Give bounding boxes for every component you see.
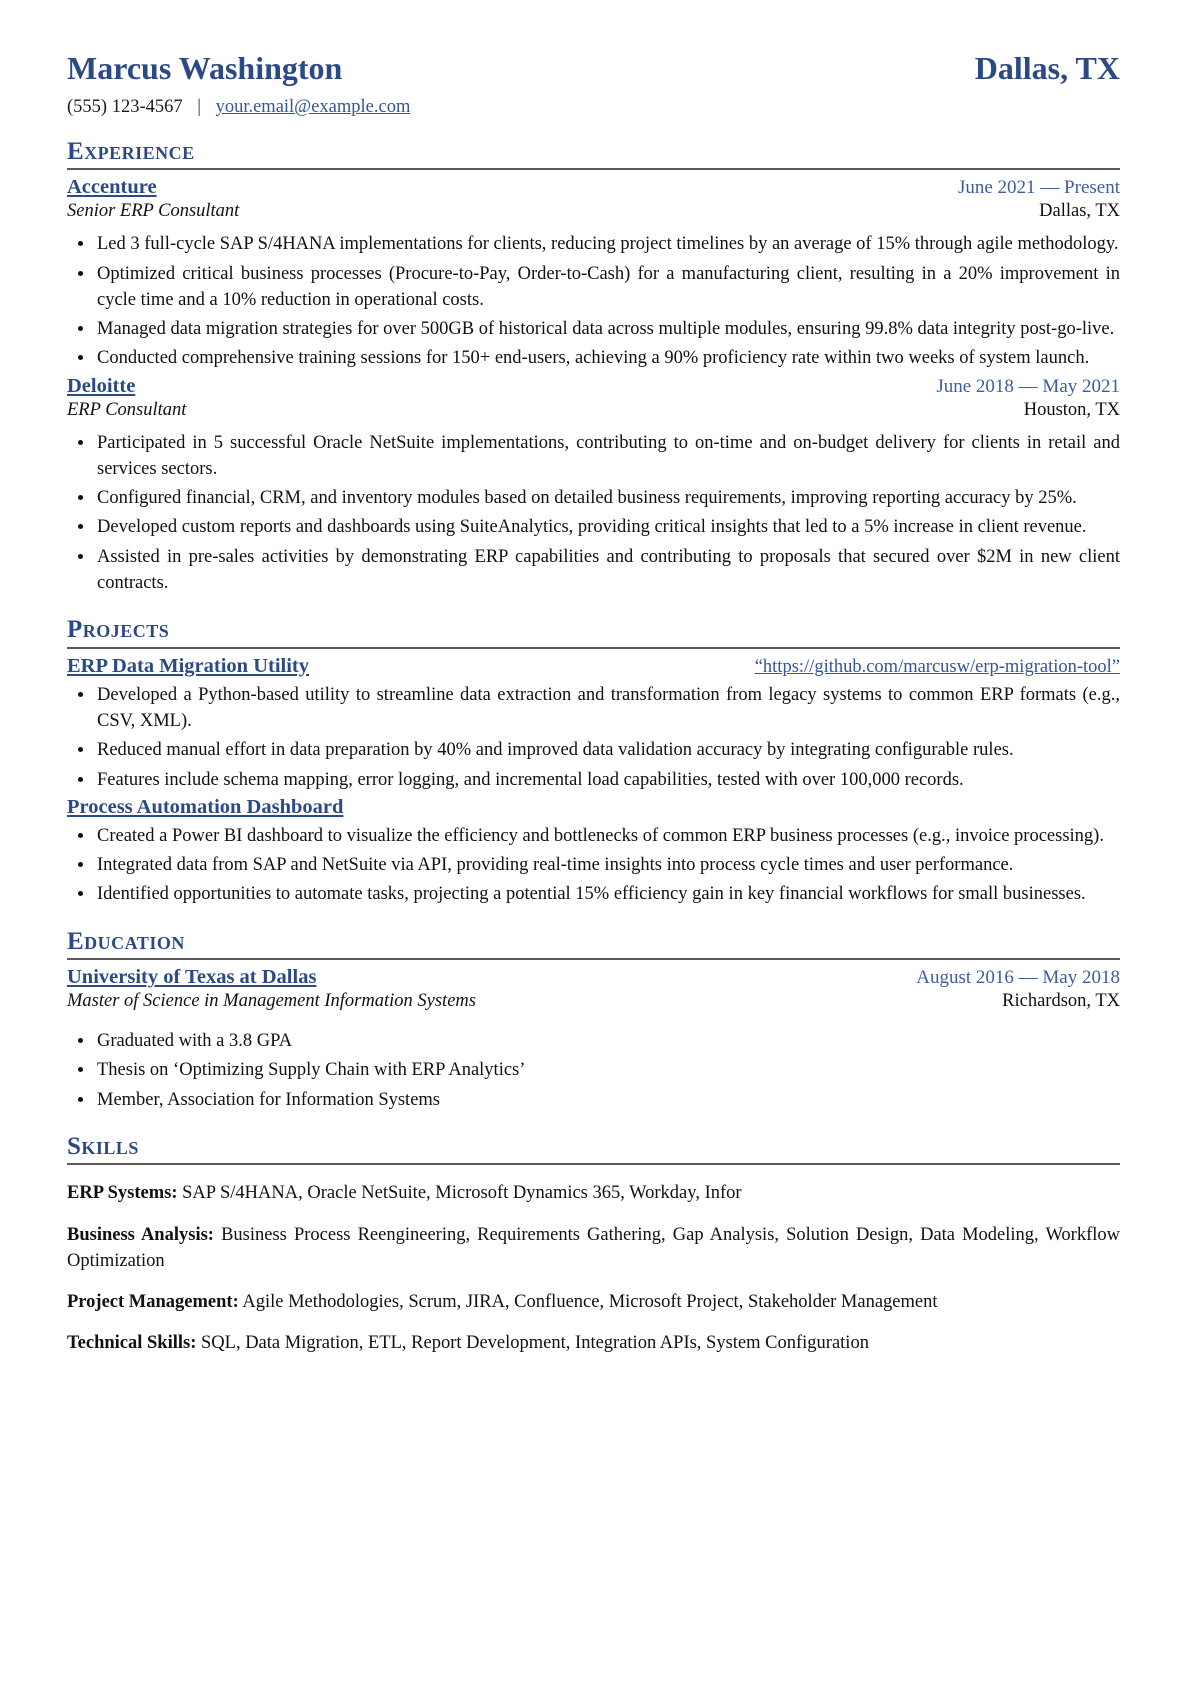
skill-label: ERP Systems: — [67, 1183, 178, 1204]
entry-role: ERP Consultant — [67, 399, 187, 420]
company-link-deloitte[interactable]: Deloitte — [67, 374, 136, 397]
contact-row — [67, 97, 1120, 118]
bullet-item: • Member, Association for Information Systems — [95, 1087, 1120, 1113]
bullet-item: • Reduced manual effort in data preparation by 40% and improved data validation accuracy by integrating configurable rules. — [95, 737, 1120, 763]
entry-dates: June 2018 — May 2021 — [936, 375, 1120, 397]
skill-label: Technical Skills: — [67, 1333, 197, 1354]
contact-separator: | — [197, 96, 201, 117]
company-link-accenture[interactable]: Accenture — [67, 176, 157, 199]
entry-degree: Master of Science in Management Information Systems — [67, 991, 476, 1012]
bullet-item: • Configured financial, CRM, and inventory modules based on detailed business requirements, improving reporting accuracy by 25%. — [95, 485, 1120, 511]
section-title-experience: Experience — [67, 138, 1120, 171]
project-entry — [67, 796, 1120, 908]
email-link[interactable]: your.email@example.com — [215, 96, 411, 117]
bullet-item: • Optimized critical business processes (Procure-to-Pay, Order-to-Cash) for a manufacturing client, resulting in a 20% improvement in cycle time and a 10% reduction in operational costs. — [95, 261, 1120, 314]
project-entry — [67, 655, 1120, 793]
bullet-item: • Managed data migration strategies for over 500GB of historical data across multiple modules, ensuring 99.8% data integrity post-go-live. — [95, 316, 1120, 342]
phone-number: (555) 123-4567 — [67, 96, 183, 117]
skill-values: SAP S/4HANA, Oracle NetSuite, Microsoft Dynamics 365, Workday, Infor — [182, 1183, 742, 1204]
skill-line — [67, 1222, 1120, 1275]
bullet-item: • Developed custom reports and dashboards using SuiteAnalytics, providing critical insights that led to a 5% increase in client revenue. — [95, 514, 1120, 540]
skill-values: Agile Methodologies, Scrum, JIRA, Confluence, Microsoft Project, Stakeholder Management — [242, 1292, 938, 1313]
skill-line — [67, 1330, 1120, 1356]
project-name-process-automation-dashboard[interactable]: Process Automation Dashboard — [67, 795, 344, 818]
entry-location: Dallas, TX — [1039, 201, 1120, 222]
bullet-item: • Conducted comprehensive training sessions for 150+ end-users, achieving a 90% proficiency rate within two weeks of system launch. — [95, 345, 1120, 371]
skill-values: SQL, Data Migration, ETL, Report Development, Integration APIs, System Configuration — [201, 1333, 869, 1354]
bullet-item: • Thesis on ‘Optimizing Supply Chain with ERP Analytics’ — [95, 1057, 1120, 1083]
project-github-link[interactable]: “https://github.com/marcusw/erp-migration-tool” — [754, 656, 1120, 677]
entry-role: Senior ERP Consultant — [67, 201, 240, 222]
entry-dates: August 2016 — May 2018 — [916, 967, 1120, 989]
bullet-item: • Assisted in pre-sales activities by demonstrating ERP capabilities and contributing to proposals that secured over $2M in new client contracts. — [95, 544, 1120, 597]
header — [67, 50, 1120, 87]
skill-line — [67, 1180, 1120, 1206]
education-entry — [67, 966, 1120, 1113]
experience-bullets — [67, 231, 1120, 371]
section-title-skills: Skills — [67, 1133, 1120, 1166]
project-bullets — [67, 682, 1120, 793]
person-name: Marcus Washington — [67, 50, 343, 86]
header-location: Dallas, TX — [974, 50, 1120, 86]
skill-line — [67, 1289, 1120, 1315]
bullet-item: • Features include schema mapping, error logging, and incremental load capabilities, tested with over 100,000 records. — [95, 767, 1120, 793]
bullet-item: • Participated in 5 successful Oracle NetSuite implementations, contributing to on-time and on-budget delivery for clients in retail and services sectors. — [95, 430, 1120, 483]
bullet-item: • Graduated with a 3.8 GPA — [95, 1028, 1120, 1054]
project-name-erp-data-migration-utility[interactable]: ERP Data Migration Utility — [67, 654, 309, 677]
bullet-item: • Identified opportunities to automate tasks, projecting a potential 15% efficiency gain in key financial workflows for small businesses. — [95, 881, 1120, 907]
experience-bullets — [67, 430, 1120, 597]
entry-location: Houston, TX — [1023, 399, 1120, 420]
experience-entry — [67, 375, 1120, 597]
bullet-item: • Developed a Python-based utility to streamline data extraction and transformation from legacy systems to common ERP formats (e.g., CSV, XML). — [95, 682, 1120, 735]
project-bullets — [67, 823, 1120, 908]
section-title-projects: Projects — [67, 616, 1120, 649]
school-link-ut-dallas[interactable]: University of Texas at Dallas — [67, 966, 317, 989]
bullet-item: • Led 3 full-cycle SAP S/4HANA implementations for clients, reducing project timelines by an average of 15% through agile methodology. — [95, 231, 1120, 257]
bullet-item: • Integrated data from SAP and NetSuite via API, providing real-time insights into process cycle times and user performance. — [95, 852, 1120, 878]
skill-label: Project Management: — [67, 1292, 239, 1313]
experience-entry — [67, 176, 1120, 371]
skill-label: Business Analysis: — [67, 1224, 214, 1245]
section-title-education: Education — [67, 928, 1120, 961]
entry-dates: June 2021 — Present — [957, 177, 1120, 199]
skill-values: Business Process Reengineering, Requirements Gathering, Gap Analysis, Solution Design, Data Modeling, Workflow Optimization — [67, 1224, 1120, 1271]
entry-location: Richardson, TX — [1002, 991, 1120, 1012]
bullet-item: • Created a Power BI dashboard to visualize the efficiency and bottlenecks of common ERP business processes (e.g., invoice processing). — [95, 823, 1120, 849]
education-bullets — [67, 1028, 1120, 1113]
